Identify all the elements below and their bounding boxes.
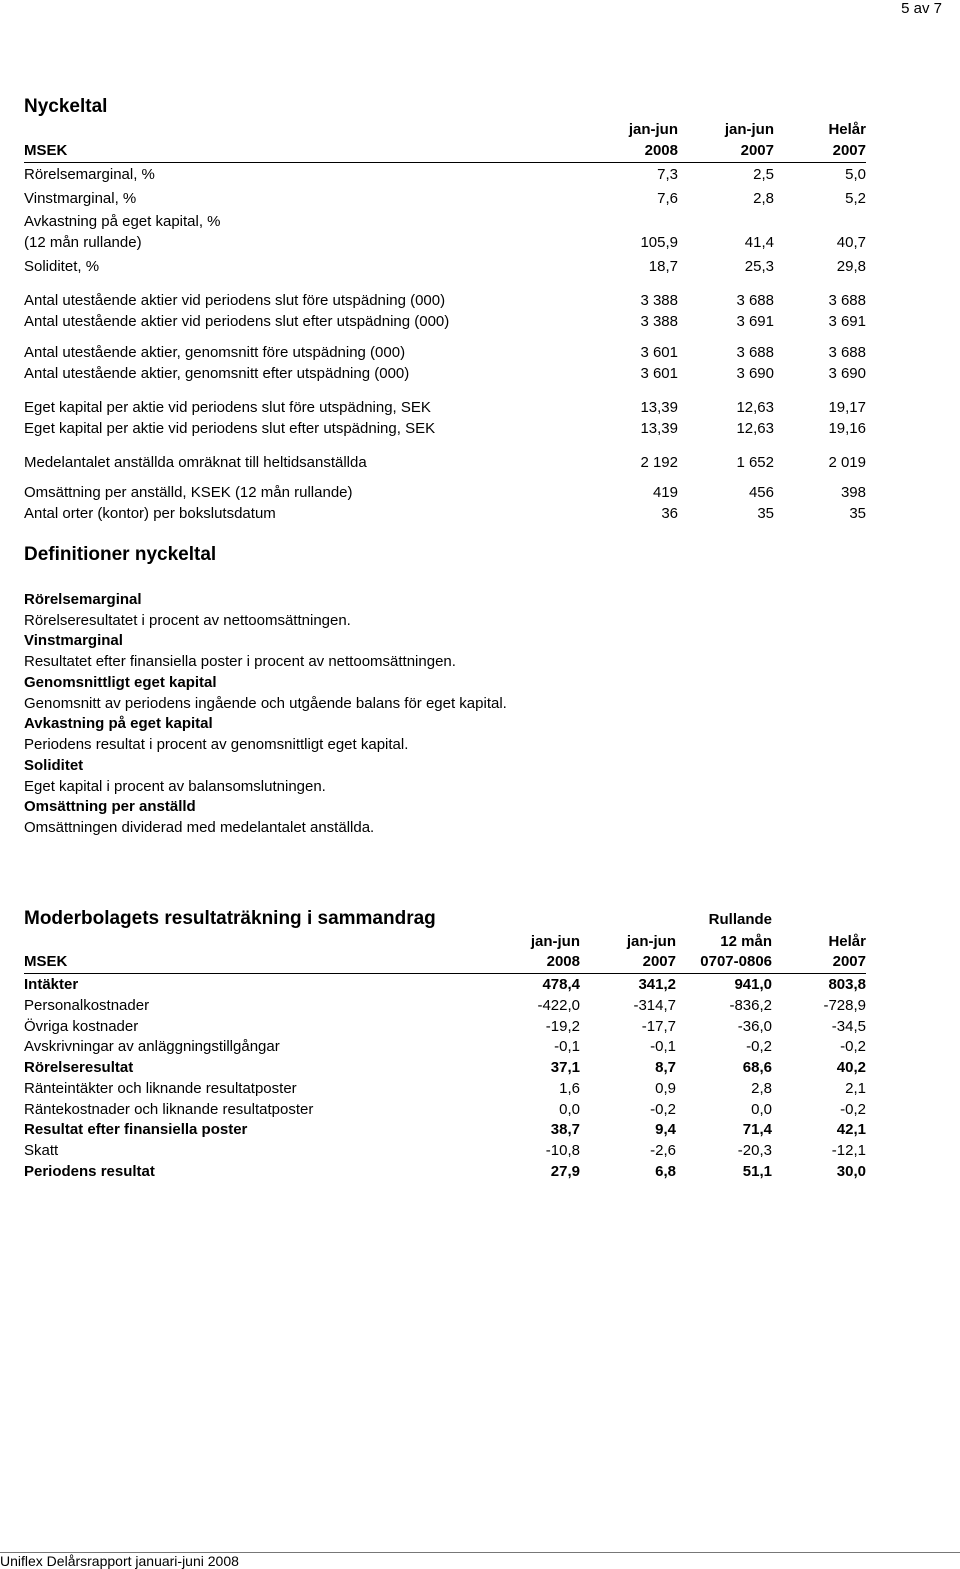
parent-row-label: Räntekostnader och liknande resultatposter <box>24 1101 314 1118</box>
parent-row-value: 0,0 <box>751 1101 772 1118</box>
kpi-header-1-line2: 2008 <box>644 142 678 159</box>
kpi-row-value: 35 <box>849 505 866 522</box>
parent-row-label: Rörelseresultat <box>24 1059 134 1076</box>
parent-header-4-line2: 2007 <box>832 953 866 970</box>
kpi-row-value: 398 <box>840 484 866 501</box>
kpi-row-value: 5,2 <box>845 190 866 207</box>
kpi-row-value: 40,7 <box>836 234 866 251</box>
parent-row-value: 0,0 <box>559 1101 580 1118</box>
kpi-row-value: 3 691 <box>828 313 866 330</box>
parent-row-value: -12,1 <box>831 1142 866 1159</box>
kpi-row-value: 2,5 <box>753 166 774 183</box>
parent-header-rule <box>24 973 866 974</box>
parent-title: Moderbolagets resultaträkning i sammandrag <box>24 908 436 929</box>
parent-row-value: -314,7 <box>633 997 676 1014</box>
parent-row-label: Personalkostnader <box>24 997 150 1014</box>
parent-row-value: 51,1 <box>742 1163 772 1180</box>
kpi-row-value: 3 601 <box>640 344 678 361</box>
kpi-row-value: 3 388 <box>640 292 678 309</box>
parent-header-3-line0: Rullande <box>708 911 772 928</box>
kpi-row-value: 12,63 <box>736 420 774 437</box>
kpi-row-value: 19,16 <box>828 420 866 437</box>
parent-row-value: -0,2 <box>650 1101 676 1118</box>
parent-row-value: -34,5 <box>831 1018 866 1035</box>
definition-term: Omsättning per anställd <box>24 798 196 815</box>
kpi-header-3-line2: 2007 <box>832 142 866 159</box>
kpi-header-rule <box>24 162 866 163</box>
definition-text: Periodens resultat i procent av genomsnittligt eget kapital. <box>24 736 409 754</box>
kpi-row-label: Antal orter (kontor) per bokslutsdatum <box>24 505 276 522</box>
parent-row-value: -17,7 <box>641 1018 676 1035</box>
kpi-row-label: Eget kapital per aktie vid periodens slut före utspädning, SEK <box>24 399 431 416</box>
parent-row-value: -0,1 <box>554 1038 580 1055</box>
parent-row-value: -836,2 <box>729 997 772 1014</box>
parent-header-1-line2: 2008 <box>546 953 580 970</box>
definition-text: Genomsnitt av periodens ingående och utgående balans för eget kapital. <box>24 694 507 712</box>
parent-row-label: Avskrivningar av anläggningstillgångar <box>24 1038 280 1055</box>
kpi-row-value: 1 652 <box>736 454 774 471</box>
parent-row-label: Övriga kostnader <box>24 1018 139 1035</box>
parent-row-label: Resultat efter finansiella poster <box>24 1121 248 1138</box>
kpi-row-label: Omsättning per anställd, KSEK (12 mån rullande) <box>24 484 353 501</box>
parent-row-value: 2,8 <box>751 1080 772 1097</box>
definition-text: Eget kapital i procent av balansomslutningen. <box>24 777 326 795</box>
kpi-row-label: Soliditet, % <box>24 258 100 275</box>
kpi-row-value: 5,0 <box>845 166 866 183</box>
parent-row-label: Skatt <box>24 1142 59 1159</box>
parent-row-value: 27,9 <box>550 1163 580 1180</box>
kpi-row-value: 2,8 <box>753 190 774 207</box>
parent-row-value: 38,7 <box>550 1121 580 1138</box>
kpi-row-value: 13,39 <box>640 399 678 416</box>
kpi-row-value: 3 690 <box>736 365 774 382</box>
kpi-row-value: 2 192 <box>640 454 678 471</box>
definition-term: Soliditet <box>24 756 84 774</box>
kpi-row-label: Antal utestående aktier, genomsnitt före utspädning (000) <box>24 344 406 361</box>
parent-row-label: Periodens resultat <box>24 1163 155 1180</box>
parent-row-value: -728,9 <box>823 997 866 1014</box>
kpi-row-label: Eget kapital per aktie vid periodens slut efter utspädning, SEK <box>24 420 436 437</box>
kpi-row-value: 12,63 <box>736 399 774 416</box>
definition-term: Genomsnittligt eget kapital <box>24 673 217 691</box>
parent-header-4-line1: Helår <box>828 933 866 950</box>
kpi-title: Nyckeltal <box>24 96 108 117</box>
parent-row-value: -36,0 <box>737 1018 772 1035</box>
kpi-row-value: 456 <box>748 484 774 501</box>
kpi-row-value: 2 019 <box>828 454 866 471</box>
kpi-row-value: 3 688 <box>828 292 866 309</box>
parent-row-value: 30,0 <box>836 1163 866 1180</box>
kpi-row-value: 19,17 <box>828 399 866 416</box>
kpi-header-2-line1: jan-jun <box>724 121 774 138</box>
parent-row-value: -19,2 <box>545 1018 580 1035</box>
kpi-row-value: 18,7 <box>648 258 678 275</box>
parent-row-label: Intäkter <box>24 976 79 993</box>
parent-row-value: 6,8 <box>655 1163 676 1180</box>
kpi-header-2-line2: 2007 <box>740 142 774 159</box>
parent-header-1-line1: jan-jun <box>530 933 580 950</box>
kpi-row-value: 3 690 <box>828 365 866 382</box>
kpi-row-label: Antal utestående aktier vid periodens slut före utspädning (000) <box>24 292 446 309</box>
page-number: 5 av 7 <box>901 0 942 17</box>
parent-row-value: 37,1 <box>550 1059 580 1076</box>
parent-row-value: 941,0 <box>734 976 772 993</box>
kpi-row-label: Medelantalet anställda omräknat till heltidsanställda <box>24 454 367 471</box>
kpi-row-value: 3 688 <box>736 344 774 361</box>
kpi-row-label: (12 mån rullande) <box>24 234 142 251</box>
parent-row-value: 42,1 <box>836 1121 866 1138</box>
parent-row-value: 9,4 <box>655 1121 676 1138</box>
parent-row-value: 478,4 <box>542 976 580 993</box>
kpi-row-value: 36 <box>661 505 678 522</box>
parent-row-value: -20,3 <box>737 1142 772 1159</box>
definition-term: Avkastning på eget kapital <box>24 715 213 733</box>
kpi-row-value: 3 688 <box>828 344 866 361</box>
kpi-row-label: Avkastning på eget kapital, % <box>24 213 221 230</box>
definition-term: Rörelsemarginal <box>24 591 142 608</box>
kpi-row-label: Vinstmarginal, % <box>24 190 137 207</box>
kpi-row-label: Rörelsemarginal, % <box>24 166 155 183</box>
kpi-row-value: 7,3 <box>657 166 678 183</box>
kpi-row-value: 13,39 <box>640 420 678 437</box>
parent-row-value: 8,7 <box>655 1059 676 1076</box>
kpi-row-value: 29,8 <box>836 258 866 275</box>
parent-row-value: 803,8 <box>828 976 866 993</box>
parent-row-value: -422,0 <box>537 997 580 1014</box>
parent-row-value: 68,6 <box>742 1059 772 1076</box>
parent-unit: MSEK <box>24 953 68 970</box>
parent-header-2-line1: jan-jun <box>626 933 676 950</box>
kpi-row-label: Antal utestående aktier vid periodens slut efter utspädning (000) <box>24 313 450 330</box>
kpi-row-value: 25,3 <box>744 258 774 275</box>
kpi-row-value: 3 688 <box>736 292 774 309</box>
parent-row-value: -0,2 <box>840 1101 866 1118</box>
parent-row-value: 1,6 <box>559 1080 580 1097</box>
kpi-row-value: 3 601 <box>640 365 678 382</box>
parent-row-value: 71,4 <box>742 1121 772 1138</box>
parent-row-value: -0,1 <box>650 1038 676 1055</box>
kpi-row-value: 7,6 <box>657 190 678 207</box>
kpi-unit: MSEK <box>24 142 68 159</box>
parent-row-value: 0,9 <box>655 1080 676 1097</box>
kpi-header-1-line1: jan-jun <box>628 121 678 138</box>
kpi-row-value: 3 388 <box>640 313 678 330</box>
definition-text: Rörelseresultatet i procent av nettoomsättningen. <box>24 612 351 629</box>
parent-row-value: -10,8 <box>545 1142 580 1159</box>
parent-header-3-line2: 0707-0806 <box>700 953 772 970</box>
kpi-row-value: 105,9 <box>640 234 678 251</box>
parent-header-3-line1: 12 mån <box>720 933 772 950</box>
parent-header-2-line2: 2007 <box>642 953 676 970</box>
kpi-row-value: 35 <box>757 505 774 522</box>
parent-row-value: -0,2 <box>746 1038 772 1055</box>
parent-row-value: 2,1 <box>845 1080 866 1097</box>
definition-text: Omsättningen dividerad med medelantalet anställda. <box>24 819 375 836</box>
kpi-row-value: 41,4 <box>744 234 774 251</box>
kpi-row-label: Antal utestående aktier, genomsnitt efter utspädning (000) <box>24 365 410 382</box>
definition-text: Resultatet efter finansiella poster i procent av nettoomsättningen. <box>24 653 456 671</box>
parent-row-value: -0,2 <box>840 1038 866 1055</box>
kpi-header-3-line1: Helår <box>828 121 866 138</box>
parent-row-value: -2,6 <box>650 1142 676 1159</box>
parent-row-label: Ränteintäkter och liknande resultatposter <box>24 1080 297 1097</box>
definition-term: Vinstmarginal <box>24 632 123 650</box>
kpi-row-value: 3 691 <box>736 313 774 330</box>
kpi-row-value: 419 <box>652 484 678 501</box>
parent-row-value: 341,2 <box>638 976 676 993</box>
definitions-title: Definitioner nyckeltal <box>24 544 217 565</box>
footer-text: Uniflex Delårsrapport januari-juni 2008 <box>0 1553 239 1569</box>
parent-row-value: 40,2 <box>836 1059 866 1076</box>
